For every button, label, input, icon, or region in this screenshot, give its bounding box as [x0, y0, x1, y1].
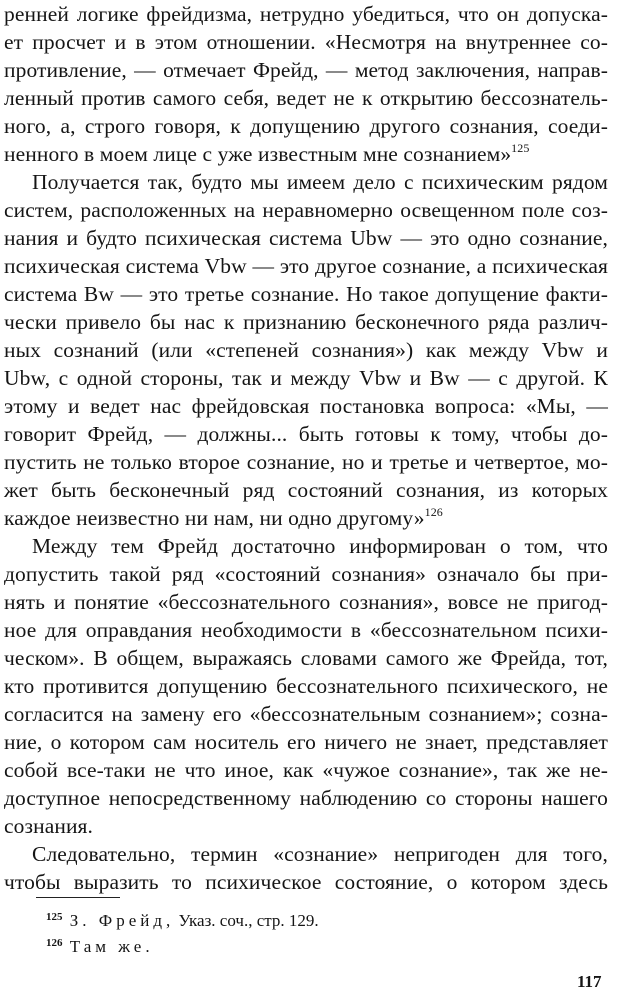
text-line: систем, расположенных на неравномерно освещенном поле соз- [4, 198, 608, 222]
text-line: чтобы выразить то психическое состояние, о котором здесь [4, 870, 608, 894]
footnote-125 [46, 906, 319, 932]
paragraph-first-line: Следовательно, термин «сознание» непригоден для того, [32, 842, 608, 866]
text-line: сознания. [4, 814, 94, 838]
page-number: 117 [577, 972, 602, 991]
text-line: собой все-таки не что иное, как «чужое сознание», так же не- [4, 758, 608, 782]
text-line: доступное непосредственному наблюдению со стороны нашего [4, 786, 608, 810]
footnote-author: З. Фрейд, [69, 911, 175, 930]
text-line: говорит Фрейд, — должны... быть готовы к тому, чтобы до- [4, 422, 608, 446]
text-line: ного, а, строго говоря, к допущению другого сознания, соеди- [4, 114, 608, 138]
footnote-number: 126 [46, 937, 63, 949]
text-line: согласится на замену его «бессознательным сознанием»; созна- [4, 702, 608, 726]
text-line: противление, — отмечает Фрейд, — метод заключения, направ- [4, 58, 608, 82]
text-line: чески привело бы нас к признанию бесконечного ряда различ- [4, 310, 608, 334]
text-line: ное для оправдания необходимости в «бессознательном психи- [4, 618, 608, 642]
footnote-ref: 126 [424, 505, 443, 519]
text-line: допустить такой ряд «состояний сознания» означало бы при- [4, 562, 608, 586]
footnote-ref: 125 [511, 141, 530, 155]
text-line: пустить не только второе сознание, но и третье и четвертое, мо- [4, 450, 608, 474]
text-line: нять и понятие «бессознательного сознания», вовсе не пригод- [4, 590, 608, 614]
paragraph-first-line: Получается так, будто мы имеем дело с психическим рядом [32, 170, 608, 194]
paragraph-first-line: Между тем Фрейд достаточно информирован о том, что [32, 534, 608, 558]
footnote-text: Указ. соч., стр. 129. [178, 911, 319, 930]
text-line: нания и будто психическая система Ubw — это одно сознание, [4, 226, 608, 250]
footnote-126 [46, 932, 154, 958]
text-line: ние, о котором сам носитель его ничего не знает, представляет [4, 730, 608, 754]
text-line: ленный против самого себя, ведет не к открытию бессознатель- [4, 86, 608, 110]
footnote-author: Там же. [69, 937, 154, 956]
text-line: ет просчет и в этом отношении. «Несмотря на внутреннее со- [4, 30, 608, 54]
text-line: кто противится допущению бессознательного психического, не [4, 674, 608, 698]
text-line: этому и ведет нас фрейдовская постановка вопроса: «Мы, — [4, 394, 608, 418]
footnote-number: 125 [46, 911, 63, 923]
text-line: психическая система Vbw — это другое сознание, а психическая [4, 254, 608, 278]
text-line: система Bw — это третье сознание. Но такое допущение факти- [4, 282, 608, 306]
text-line: ческом». В общем, выражаясь словами самого же Фрейда, тот, [4, 646, 608, 670]
text-line: жет быть бесконечный ряд состояний сознания, из которых [4, 478, 608, 502]
text-line: Ubw, с одной стороны, так и между Vbw и Bw — с другой. К [4, 366, 608, 390]
text-line: ных сознаний (или «степеней сознания») как между Vbw и [4, 338, 608, 362]
footnote-divider [36, 897, 120, 898]
text-line: каждое неизвестно ни нам, ни одно другому»$^{126}$ [4, 505, 443, 530]
text-line: ренней логике фрейдизма, нетрудно убедиться, что он допуска- [4, 2, 608, 26]
text-line: ненного в моем лице с уже известным мне сознанием»$^{125}$ [4, 141, 530, 166]
